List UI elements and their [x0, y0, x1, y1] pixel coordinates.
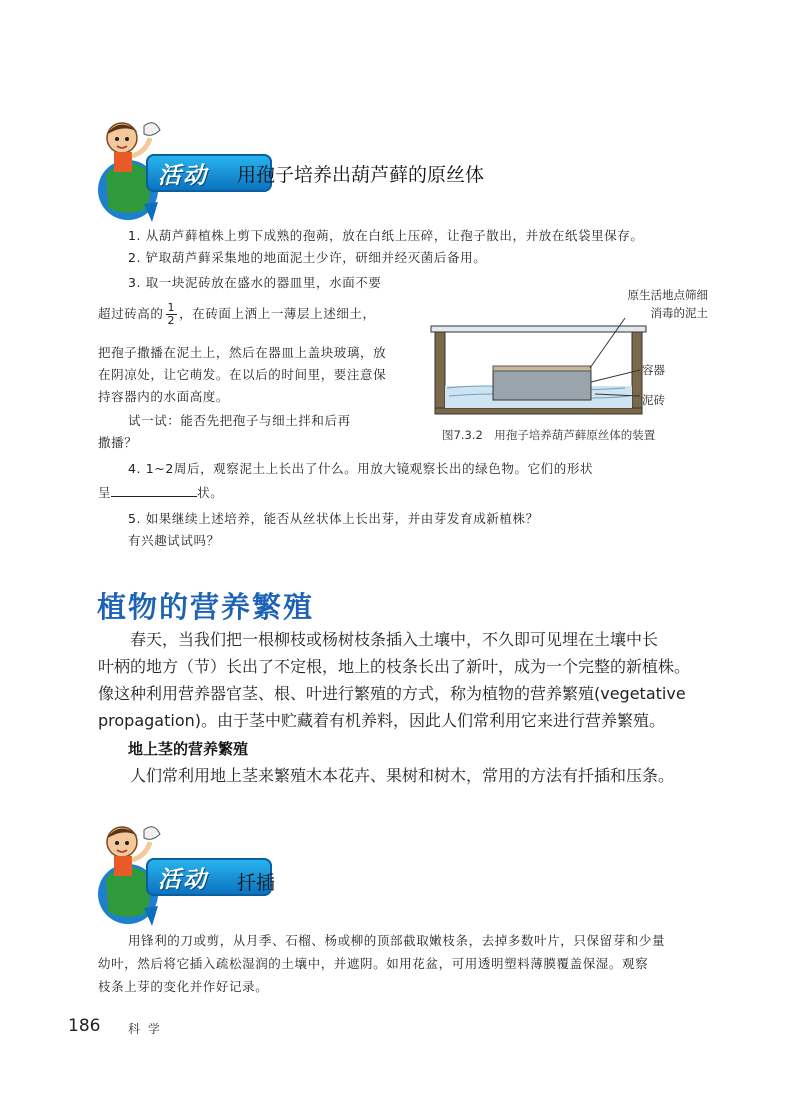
activity-step-5: 有兴趣试试吗？ [128, 533, 220, 548]
activity-header-2 [92, 816, 572, 926]
activity-text-line: 枝条上芽的变化并作好记录。 [98, 979, 269, 994]
activity-step-4-fill [98, 482, 398, 504]
try-it-line: 撒播？ [98, 435, 138, 450]
figure-label-brick: 泥砖 [642, 393, 665, 407]
fraction-denominator: 2 [167, 314, 176, 327]
activity-step-4-text: 呈 [98, 485, 112, 500]
activity-header-1 [92, 112, 572, 222]
activity-badge-label: 活动 [158, 867, 208, 893]
paragraph-line: 叶柄的地方（节）长出了不定根，地上的枝条长出了新叶，成为一个完整的新植株。 [98, 657, 691, 676]
figure-label-container: 容器 [642, 363, 665, 377]
activity-step-4: 4. 1~2周后，观察泥土上长出了什么。用放大镜观察长出的绿色物。它们的形状 [128, 461, 594, 476]
activity-step-3-text: 超过砖高的 [98, 306, 164, 321]
activity-text-line: 幼叶，然后将它插入疏松湿润的土壤中，并遮阴。如用花盆，可用透明塑料薄膜覆盖保湿。观察 [98, 956, 649, 971]
fraction-numerator: 1 [167, 301, 176, 314]
activity-step-3-line: 3. 取一块泥砖放在盛水的器皿里，水面不要 [128, 275, 382, 290]
paragraph-line: 人们常利用地上茎来繁殖木本花卉、果树和树木，常用的方法有扦插和压条。 [130, 766, 675, 785]
activity-step-3-text: ，在砖面上洒上一薄层上述细土， [179, 306, 376, 321]
fraction [166, 302, 178, 327]
page-number: 186 [68, 1016, 101, 1036]
section-title: 植物的营养繁殖 [97, 590, 315, 624]
blank-line [111, 482, 197, 497]
subject-label: 科 学 [128, 1022, 162, 1036]
figure-caption: 图7.3.2 用孢子培养葫芦藓原丝体的装置 [442, 428, 656, 442]
paragraph-line: 像这种利用营养器官茎、根、叶进行繁殖的方式，称为植物的营养繁殖(vegetative [98, 684, 686, 703]
activity-step-3-line [98, 302, 428, 327]
activity-badge-label: 活动 [158, 163, 208, 189]
activity-step-5: 5. 如果继续上述培养，能否从丝状体上长出芽，并由芽发育成新植株？ [128, 511, 539, 526]
figure-label-soil [612, 286, 708, 322]
paragraph-line: 春天，当我们把一根柳枝或杨树枝条插入土壤中，不久即可见埋在土壤中长 [130, 630, 659, 649]
subheading: 地上茎的营养繁殖 [128, 740, 249, 758]
activity-title: 用孢子培养出葫芦藓的原丝体 [237, 164, 485, 186]
activity-step-1: 1. 从葫芦藓植株上剪下成熟的孢蒴，放在白纸上压碎，让孢子散出，并放在纸袋里保存。 [128, 228, 644, 243]
activity-title: 扦插 [237, 872, 276, 894]
activity-step-3-line: 在阴凉处，让它萌发。在以后的时间里，要注意保 [98, 367, 387, 382]
activity-text-line: 用锋利的刀或剪，从月季、石榴、杨或柳的顶部截取嫩枝条，去掉多数叶片，只保留芽和少量 [128, 933, 666, 948]
figure-label-soil-line: 消毒的泥土 [650, 306, 708, 320]
activity-step-3-line: 持容器内的水面高度。 [98, 389, 230, 404]
figure-label-soil-line: 原生活地点筛细 [627, 288, 708, 302]
try-it-line: 试一试：能否先把孢子与细土拌和后再 [128, 413, 351, 428]
activity-step-2: 2. 铲取葫芦藓采集地的地面泥土少许，研细并经灭菌后备用。 [128, 250, 487, 265]
activity-step-3-line: 把孢子撒播在泥土上，然后在器皿上盖块玻璃，放 [98, 345, 387, 360]
activity-step-4-text: 状。 [197, 485, 224, 500]
paragraph-line: propagation)。由于茎中贮藏着有机养料，因此人们常利用它来进行营养繁殖。 [98, 711, 665, 730]
